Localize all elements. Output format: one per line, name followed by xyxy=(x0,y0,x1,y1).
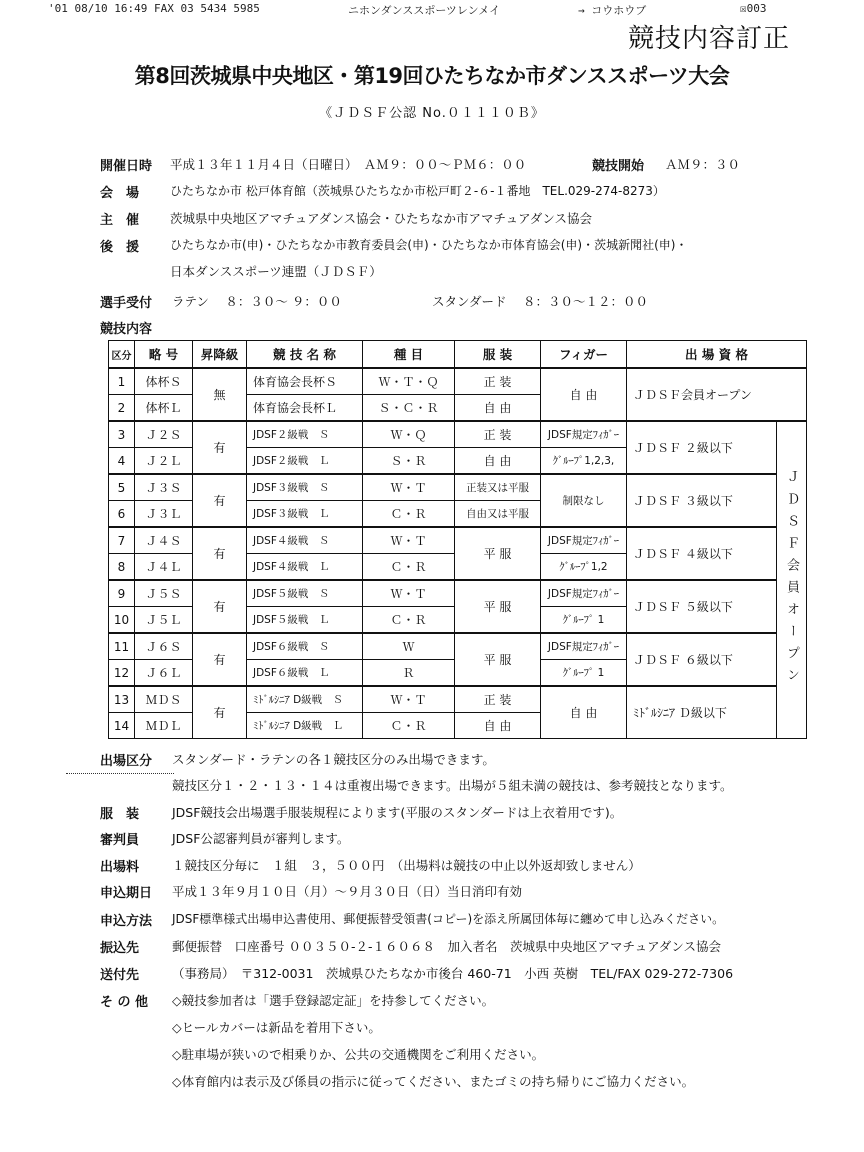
header-dance: 種 目 xyxy=(363,341,455,369)
row-figure: JDSF規定ﾌｨｶﾞｰ xyxy=(541,527,627,554)
support-label: 後 援 xyxy=(100,240,140,255)
row-code: Ｊ５Ｌ xyxy=(135,607,193,634)
row-promo: 有 xyxy=(193,580,247,633)
row-figure: 自 由 xyxy=(541,686,627,739)
row-figure-2: ｸﾞﾙｰﾌﾟ1,2 xyxy=(541,554,627,581)
row-code: Ｊ３Ｓ xyxy=(135,474,193,501)
row-name: JDSF６級戦 Ｌ xyxy=(247,660,363,687)
vertical-qualification: ＪＤＳＦ会員オープン xyxy=(777,421,807,739)
support-value-1: ひたちなか市(申)・ひたちなか市教育委員会(申)・ひたちなか市体育協会(申)・茨城新聞社(申)・ xyxy=(170,238,688,252)
reception-standard: スタンダード ８：３０〜１２：００ xyxy=(432,294,648,309)
row-code: Ｊ６Ｌ xyxy=(135,660,193,687)
header-figure: フィガー xyxy=(541,341,627,369)
date-label: 開催日時 xyxy=(100,159,153,174)
header-dress: 服 装 xyxy=(455,341,541,369)
row-dance: Ｒ xyxy=(363,660,455,687)
row-dance: Ｗ・Ｑ xyxy=(363,421,455,448)
table-row xyxy=(109,421,807,448)
dotted-divider xyxy=(66,773,174,774)
row-no: 13 xyxy=(109,686,135,713)
note-label: そ の 他 xyxy=(100,995,149,1010)
row-dress: 平 服 xyxy=(455,527,541,580)
fax-header-sender: '01 08/10 16:49 FAX 03 5434 5985 xyxy=(48,2,260,15)
note-text: ◇駐車場が狭いので相乗りか、公共の交通機関をご利用ください。 xyxy=(172,1047,545,1062)
note-text: 郵便振替 口座番号 ００３５０-２-１６０６８ 加入者名 茨城県中央地区アマチュアダンス協会 xyxy=(172,939,721,954)
note-text: 競技区分１・２・１３・１４は重複出場できます。出場が５組未満の競技は、参考競技となります。 xyxy=(172,778,733,793)
row-dance: Ｗ・Ｔ xyxy=(363,580,455,607)
header-qualification: 出 場 資 格 xyxy=(627,341,807,369)
row-dress: 正 装 xyxy=(455,368,541,395)
row-qualification: ＪＤＳＦ ５級以下 xyxy=(627,580,777,633)
row-dress: 正装又は平服 xyxy=(455,474,541,501)
row-name: JDSF３級戦 Ｓ xyxy=(247,474,363,501)
row-dance: Ｗ・Ｔ・Ｑ xyxy=(363,368,455,395)
row-no: 11 xyxy=(109,633,135,660)
row-promo: 有 xyxy=(193,474,247,527)
row-dance: Ｗ・Ｔ xyxy=(363,474,455,501)
row-code: 体杯Ｓ xyxy=(135,368,193,395)
note-text: JDSF公認審判員が審判します。 xyxy=(172,831,350,846)
row-code: Ｊ５Ｓ xyxy=(135,580,193,607)
row-code: Ｊ３Ｌ xyxy=(135,501,193,528)
row-name: JDSF６級戦 Ｓ xyxy=(247,633,363,660)
row-name: JDSF５級戦 Ｌ xyxy=(247,607,363,634)
row-no: 4 xyxy=(109,448,135,475)
row-dress: 平 服 xyxy=(455,633,541,686)
row-figure-2: ｸﾞﾙｰﾌﾟ 1 xyxy=(541,607,627,634)
row-no: 10 xyxy=(109,607,135,634)
row-dress: 自 由 xyxy=(455,713,541,739)
row-no: 1 xyxy=(109,368,135,395)
row-promo: 無 xyxy=(193,368,247,421)
row-name: JDSF２級戦 Ｓ xyxy=(247,421,363,448)
row-no: 14 xyxy=(109,713,135,739)
table-row xyxy=(109,686,807,713)
row-code: Ｊ６Ｓ xyxy=(135,633,193,660)
row-name: JDSF４級戦 Ｓ xyxy=(247,527,363,554)
note-text: ◇ヒールカバーは新品を着用下さい。 xyxy=(172,1020,381,1035)
host-label: 主 催 xyxy=(100,213,140,228)
page-subtitle: 《ＪＤＳＦ公認 No.０１１１０Ｂ》 xyxy=(319,106,545,121)
row-no: 8 xyxy=(109,554,135,581)
row-no: 9 xyxy=(109,580,135,607)
table-row xyxy=(109,474,807,501)
header-promo: 昇降級 xyxy=(193,341,247,369)
row-figure: 自 由 xyxy=(541,368,627,421)
row-name: 体育協会長杯Ｌ xyxy=(247,395,363,422)
start-value: ＡＭ９：３０ xyxy=(665,157,741,172)
venue-label: 会 場 xyxy=(100,186,140,201)
support-value-2: 日本ダンススポーツ連盟（ＪＤＳＦ） xyxy=(170,264,382,279)
note-text: １競技区分毎に １組 ３，５００円 （出場料は競技の中止以外返却致しません） xyxy=(172,858,641,873)
row-dance: Ｓ・Ｒ xyxy=(363,448,455,475)
venue-value: ひたちなか市 松戸体育館（茨城県ひたちなか市松戸町２-６-１番地 TEL.029-274-8273） xyxy=(170,184,665,198)
row-no: 7 xyxy=(109,527,135,554)
note-label: 審判員 xyxy=(100,833,140,848)
row-code: Ｊ２Ｓ xyxy=(135,421,193,448)
note-text: スタンダード・ラテンの各１競技区分のみ出場できます。 xyxy=(172,752,495,767)
row-dance: Ｃ・Ｒ xyxy=(363,607,455,634)
host-value: 茨城県中央地区アマチュアダンス協会・ひたちなか市アマチュアダンス協会 xyxy=(170,211,593,226)
table-row xyxy=(109,368,807,395)
fax-header-page: ☒003 xyxy=(740,2,767,15)
table-row xyxy=(109,633,807,660)
row-code: Ｊ２Ｌ xyxy=(135,448,193,475)
row-qualification: ＪＤＳＦ ２級以下 xyxy=(627,421,777,474)
row-dance: Ｃ・Ｒ xyxy=(363,501,455,528)
row-dress: 自由又は平服 xyxy=(455,501,541,528)
note-text: ◇体育館内は表示及び係員の指示に従ってください、またゴミの持ち帰りにご協力ください。 xyxy=(172,1074,695,1089)
page-title: 第8回茨城県中央地区・第19回ひたちなか市ダンススポーツ大会 xyxy=(134,64,730,88)
row-qualification: ＪＤＳＦ ３級以下 xyxy=(627,474,777,527)
row-qualification: ﾐﾄﾞﾙｼﾆｱ Ｄ級以下 xyxy=(627,686,777,739)
row-code: ＭＤＬ xyxy=(135,713,193,739)
row-promo: 有 xyxy=(193,686,247,739)
row-dress: 平 服 xyxy=(455,580,541,633)
row-dance: Ｓ・Ｃ・Ｒ xyxy=(363,395,455,422)
note-text: JDSF競技会出場選手服装規程によります(平服のスタンダードは上衣着用です)。 xyxy=(172,805,623,820)
header-name: 競 技 名 称 xyxy=(247,341,363,369)
fax-header-recipient: → コウホウブ xyxy=(578,4,647,17)
row-promo: 有 xyxy=(193,527,247,580)
row-name: JDSF３級戦 Ｌ xyxy=(247,501,363,528)
row-dance: Ｃ・Ｒ xyxy=(363,554,455,581)
note-label: 出場区分 xyxy=(100,754,153,769)
row-figure-2: ｸﾞﾙｰﾌﾟ1,2,3, xyxy=(541,448,627,475)
row-dance: Ｗ xyxy=(363,633,455,660)
row-qualification: ＪＤＳＦ ４級以下 xyxy=(627,527,777,580)
row-qualification: ＪＤＳＦ ６級以下 xyxy=(627,633,777,686)
row-code: 体杯Ｌ xyxy=(135,395,193,422)
row-figure-2: ｸﾞﾙｰﾌﾟ 1 xyxy=(541,660,627,687)
row-no: 12 xyxy=(109,660,135,687)
row-name: JDSF５級戦 Ｓ xyxy=(247,580,363,607)
fax-header-org: ニホンダンススポーツレンメイ xyxy=(348,4,501,17)
row-dress: 正 装 xyxy=(455,421,541,448)
note-label: 振込先 xyxy=(100,941,140,956)
row-dress: 自 由 xyxy=(455,395,541,422)
row-name: ﾐﾄﾞﾙｼﾆｱ D級戦 Ｓ xyxy=(247,686,363,713)
row-no: 5 xyxy=(109,474,135,501)
row-figure: 制限なし xyxy=(541,474,627,527)
row-promo: 有 xyxy=(193,421,247,474)
row-name: JDSF２級戦 Ｌ xyxy=(247,448,363,475)
row-figure: JDSF規定ﾌｨｶﾞｰ xyxy=(541,421,627,448)
handwritten-note: 競技内容訂正 xyxy=(628,24,791,54)
date-value: 平成１３年１１月４日（日曜日） ＡＭ９：００〜ＰＭ６：００ xyxy=(170,157,527,172)
note-text: （事務局） 〒312-0031 茨城県ひたちなか市後台 460-71 小西 英樹 TEL/FAX 029-272-7306 xyxy=(172,966,734,981)
row-name: ﾐﾄﾞﾙｼﾆｱ D級戦 Ｌ xyxy=(247,713,363,739)
table-row xyxy=(109,527,807,554)
note-label: 申込方法 xyxy=(100,914,153,929)
row-name: JDSF４級戦 Ｌ xyxy=(247,554,363,581)
reception-label: 選手受付 xyxy=(100,296,153,311)
row-dance: Ｗ・Ｔ xyxy=(363,686,455,713)
row-code: Ｊ４Ｓ xyxy=(135,527,193,554)
header-no: 区分 xyxy=(109,341,135,369)
competition-table xyxy=(108,340,807,739)
note-label: 服 装 xyxy=(100,807,140,822)
row-no: 2 xyxy=(109,395,135,422)
row-qualification: ＪＤＳＦ会員オープン xyxy=(627,368,807,421)
row-dance: Ｃ・Ｒ xyxy=(363,713,455,739)
row-promo: 有 xyxy=(193,633,247,686)
reception-latin: ラテン ８：３０〜 ９：００ xyxy=(172,294,342,309)
row-name: 体育協会長杯Ｓ xyxy=(247,368,363,395)
note-label: 申込期日 xyxy=(100,886,153,901)
row-no: 3 xyxy=(109,421,135,448)
table-header-row xyxy=(109,341,807,369)
note-label: 送付先 xyxy=(100,968,140,983)
row-dress: 自 由 xyxy=(455,448,541,475)
start-label: 競技開始 xyxy=(592,159,645,174)
note-label: 出場料 xyxy=(100,860,140,875)
row-dance: Ｗ・Ｔ xyxy=(363,527,455,554)
header-code: 略 号 xyxy=(135,341,193,369)
row-figure: JDSF規定ﾌｨｶﾞｰ xyxy=(541,580,627,607)
note-text: JDSF標準様式出場申込書使用、郵便振替受領書(コピー)を添え所属団体毎に纏めて申し込みください。 xyxy=(172,912,725,926)
note-text: ◇競技参加者は「選手登録認定証」を持参してください。 xyxy=(172,993,495,1008)
row-code: Ｊ４Ｌ xyxy=(135,554,193,581)
table-row xyxy=(109,580,807,607)
note-text: 平成１３年９月１０日（月）〜９月３０日（日）当日消印有効 xyxy=(172,884,523,899)
row-no: 6 xyxy=(109,501,135,528)
row-dress: 正 装 xyxy=(455,686,541,713)
row-figure: JDSF規定ﾌｨｶﾞｰ xyxy=(541,633,627,660)
row-code: ＭＤＳ xyxy=(135,686,193,713)
content-label: 競技内容 xyxy=(100,322,153,337)
